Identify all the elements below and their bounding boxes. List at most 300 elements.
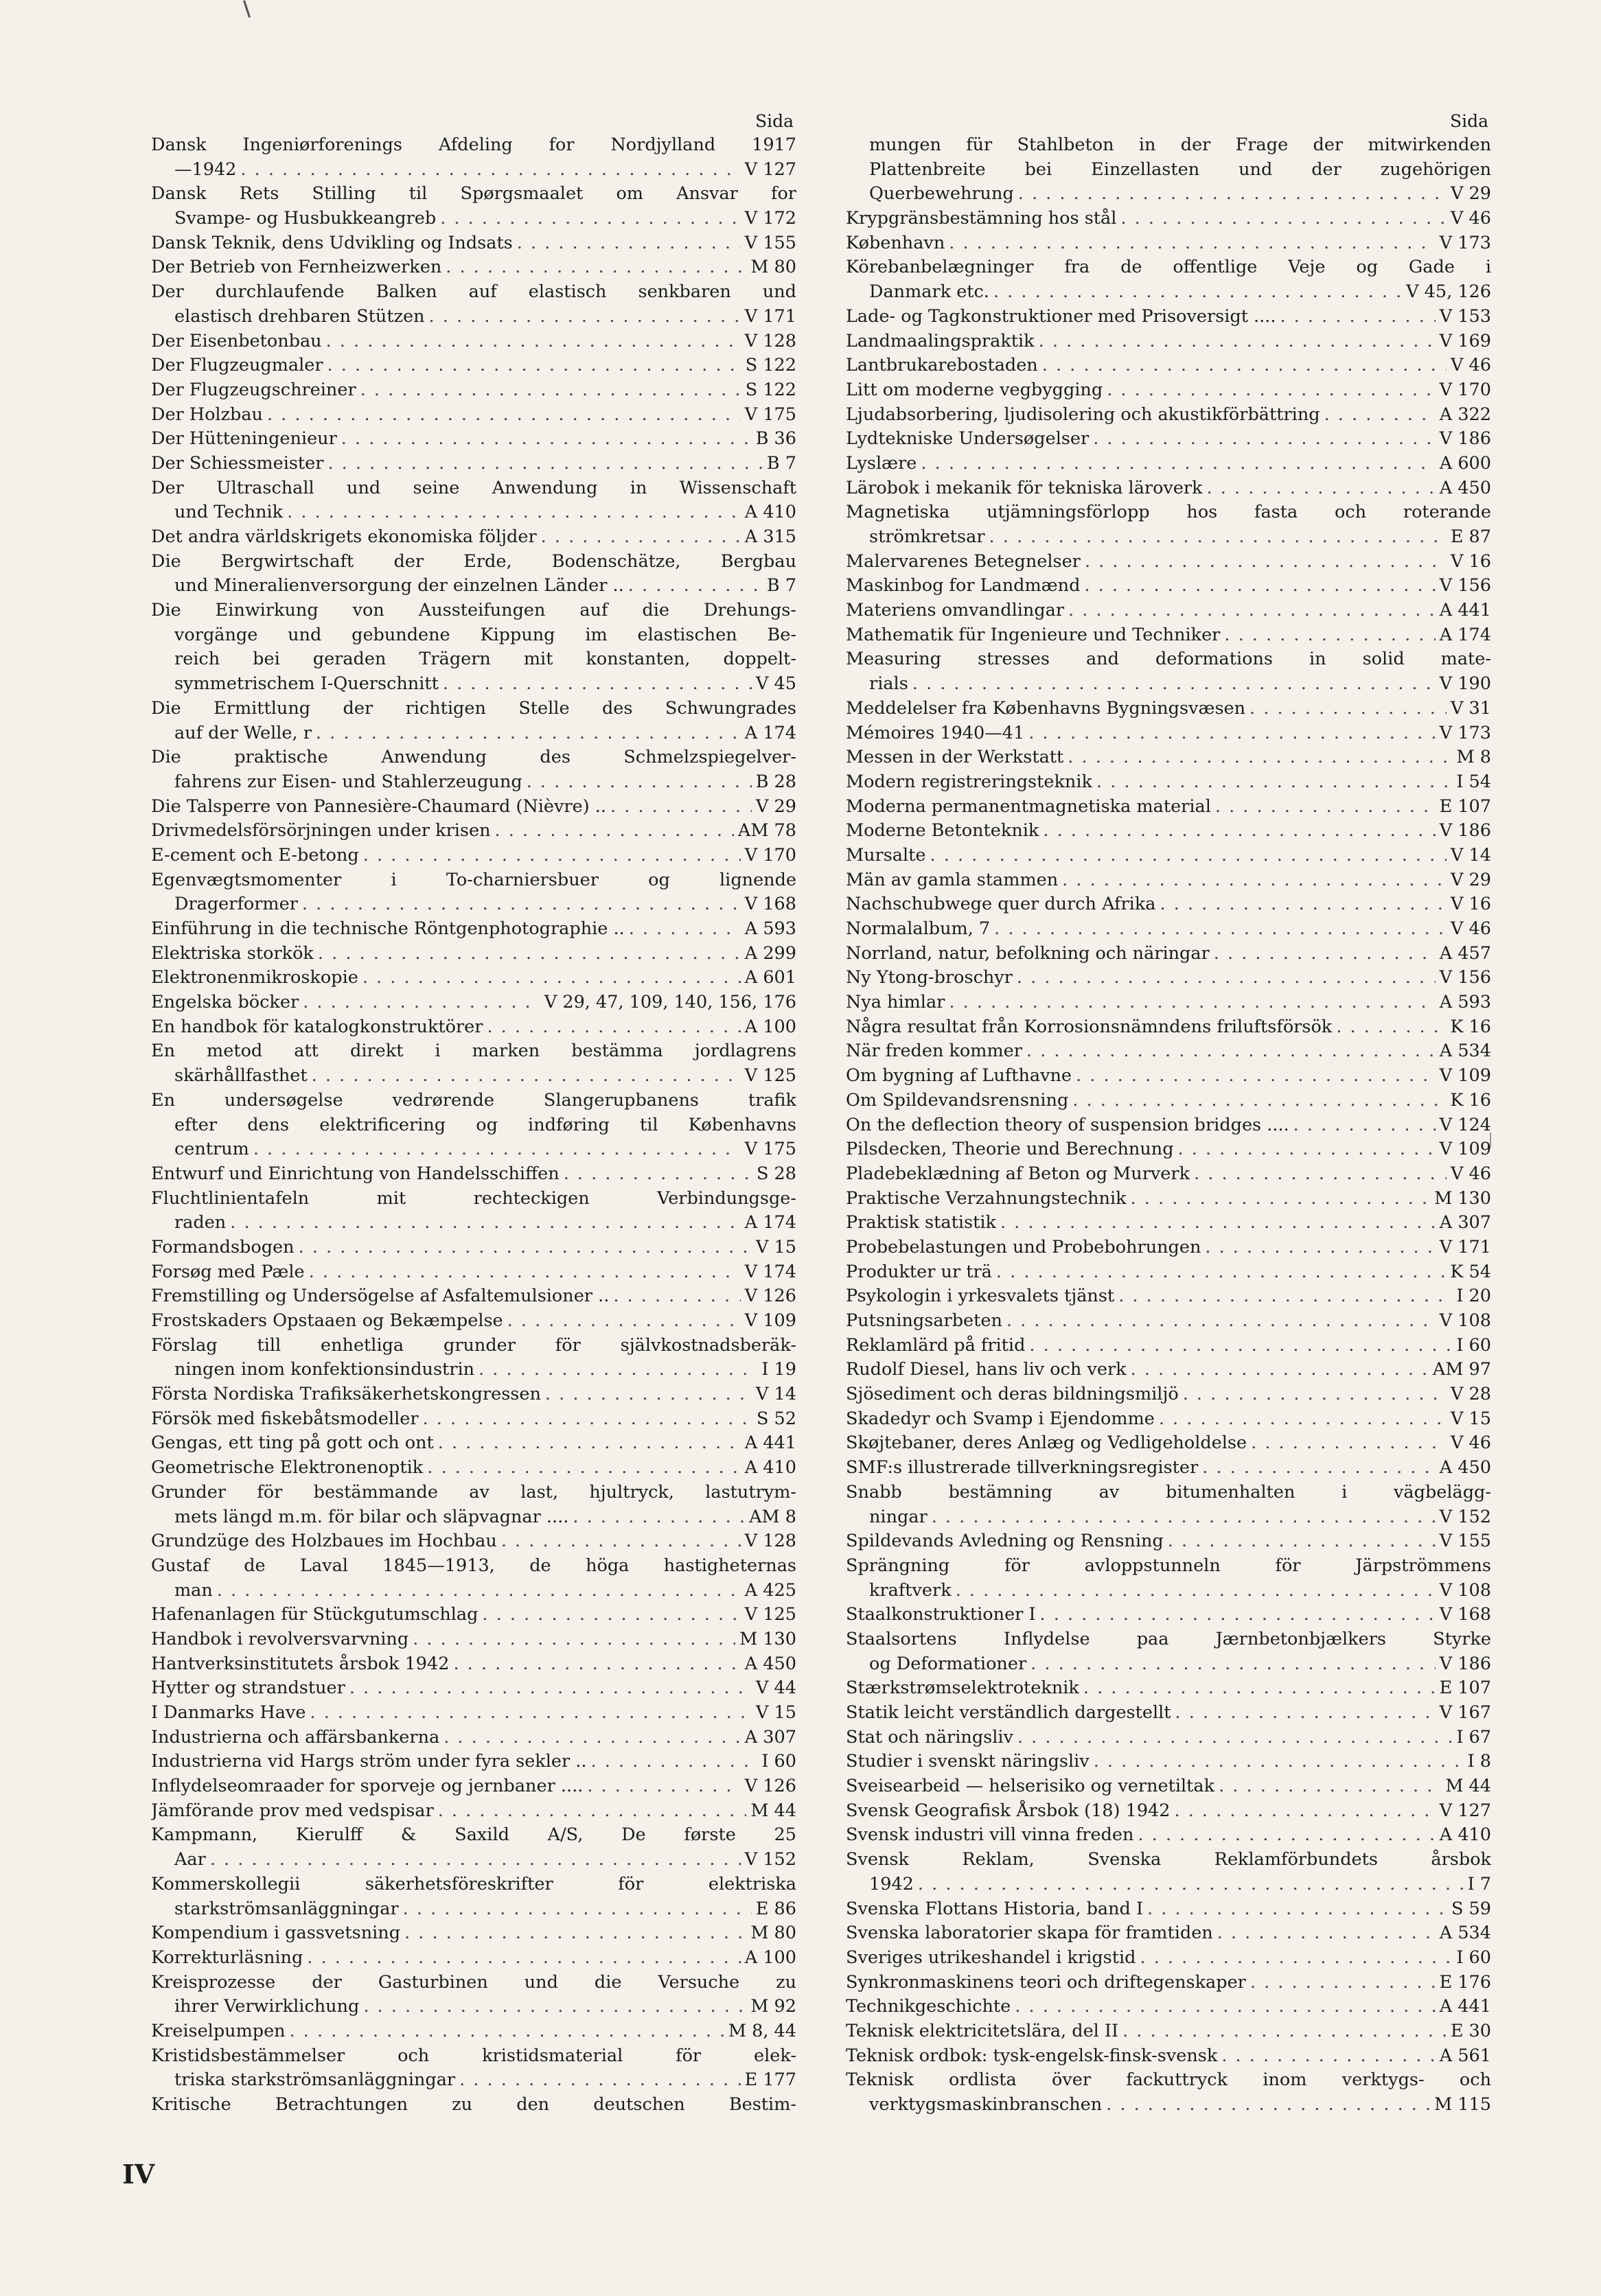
page-reference: M 130: [739, 1628, 796, 1649]
page-reference: V 174: [744, 1261, 796, 1282]
entry-last-line: [846, 819, 1491, 844]
index-entry: [846, 892, 1491, 917]
index-entry: [151, 1872, 796, 1921]
page-reference: V 28: [1451, 1384, 1491, 1405]
index-entry: [151, 1774, 796, 1799]
entry-title: Engelska böcker: [151, 992, 299, 1013]
index-entry: [151, 942, 796, 966]
entry-last-line: [846, 1676, 1491, 1701]
leader-dots: [930, 844, 1447, 868]
page-reference: V 155: [1439, 1531, 1491, 1552]
index-entry: [846, 1799, 1491, 1824]
page-reference: A 174: [744, 1212, 796, 1233]
index-entry: [846, 1064, 1491, 1089]
leader-dots: [918, 1872, 1464, 1897]
index-entry: [151, 329, 796, 354]
entry-title: Sveisearbeid — helserisiko og vernetiltak: [846, 1776, 1215, 1797]
page-reference: A 450: [1439, 1457, 1491, 1479]
entry-last-line: [846, 1431, 1491, 1456]
index-entry: [151, 1750, 796, 1774]
index-entry: [151, 2019, 796, 2044]
page-reference: V 109: [744, 1310, 796, 1331]
leader-dots: [299, 1236, 752, 1260]
index-entry: [846, 1529, 1491, 1554]
entry-last-line: [151, 721, 796, 746]
entry-title-line: reich bei geraden Trägern mit konstanten, doppelt-: [174, 649, 796, 670]
page-reference: S 122: [745, 379, 796, 400]
entry-title-line: Measuring stresses and deformations in solid mate-: [846, 649, 1491, 670]
index-entry: [151, 599, 796, 697]
page-reference: I 54: [1456, 771, 1491, 792]
index-entry: [151, 1309, 796, 1334]
entry-title: Pilsdecken, Theorie und Berechnung: [846, 1139, 1174, 1160]
entry-title: verktygsmaskinbranschen: [869, 2094, 1103, 2115]
page-reference: A 174: [744, 722, 796, 743]
leader-dots: [1076, 1064, 1436, 1089]
leader-dots: [316, 721, 741, 746]
leader-dots: [438, 1431, 741, 1456]
leader-dots: [1217, 1921, 1436, 1946]
entry-title: Stat och näringsliv: [846, 1726, 1013, 1748]
index-entry: [151, 1946, 796, 1971]
leader-dots: [1280, 305, 1435, 329]
entry-title: symmetrischem I-Querschnitt: [174, 673, 439, 695]
index-entry: [151, 1260, 796, 1285]
entry-title: Lärobok i mekanik för tekniska läroverk: [846, 477, 1203, 498]
leader-dots: [312, 1064, 741, 1089]
index-entry: [151, 1726, 796, 1750]
leader-dots: [613, 1284, 740, 1309]
page-reference: I 60: [1456, 1947, 1491, 1968]
entry-last-line: [846, 966, 1491, 990]
leader-dots: [310, 1701, 752, 1726]
index-entry: [151, 917, 796, 942]
index-entry: [151, 1456, 796, 1481]
index-entry: [846, 207, 1491, 231]
entry-title: Drivmedelsförsörjningen under krisen: [151, 820, 491, 842]
page-reference: K 16: [1450, 1089, 1491, 1111]
leader-dots: [1175, 1799, 1436, 1824]
index-entry: [846, 1701, 1491, 1726]
entry-title: raden: [174, 1212, 227, 1233]
leader-dots: [341, 427, 752, 452]
page-reference: A 299: [744, 942, 796, 964]
entry-last-line: [151, 966, 796, 990]
page-reference: B 7: [766, 452, 796, 474]
entry-title-line: Magnetiska utjämningsförlopp hos fasta och roterande: [846, 502, 1491, 523]
leader-dots: [459, 2068, 740, 2093]
index-entry: [151, 990, 796, 1015]
leader-dots: [1093, 427, 1436, 452]
index-entry: [151, 1407, 796, 1432]
index-entry: [151, 1015, 796, 1040]
page-reference: A 441: [1439, 600, 1491, 621]
entry-title-line: En metod att direkt i marken bestämma jordlagrens: [151, 1041, 796, 1062]
entry-title: Der Hütteningenieur: [151, 428, 337, 450]
entry-last-line: [151, 1382, 796, 1407]
page-reference: V 15: [756, 1702, 796, 1723]
page-reference: S 28: [756, 1163, 796, 1184]
entry-title: Industrierna och affärsbankerna: [151, 1726, 440, 1748]
page-reference: V 124: [1439, 1114, 1491, 1135]
entry-title: Materiens omvandlingar: [846, 600, 1065, 621]
entry-last-line: [151, 427, 796, 452]
page-reference: V 171: [744, 305, 796, 327]
entry-title: Staalkonstruktioner I: [846, 1604, 1036, 1625]
entry-last-line: [846, 721, 1491, 746]
entry-last-line: [846, 1701, 1491, 1726]
page-reference: E 30: [1450, 2020, 1491, 2041]
leader-dots: [1159, 1407, 1447, 1432]
leader-dots: [443, 672, 752, 697]
page-reference: I 60: [761, 1751, 796, 1772]
page-reference: I 8: [1467, 1751, 1491, 1772]
index-entry: [846, 1971, 1491, 1995]
leader-dots: [487, 1015, 740, 1040]
page-reference: I 67: [1456, 1726, 1491, 1748]
page-reference: V 29, 47, 109, 140, 156, 176: [544, 992, 796, 1013]
entry-title-line: Dansk Ingeniørforenings Afdeling for Nordjylland 1917: [151, 135, 796, 155]
page-reference: V 109: [1439, 1065, 1491, 1087]
entry-title: Svampe- og Husbukkeangreb: [174, 208, 437, 229]
entry-last-line: [151, 917, 796, 942]
entry-title-line: Die Bergwirtschaft der Erde, Bodenschätze, Bergbau: [151, 550, 796, 572]
page-reference: A 601: [744, 967, 796, 988]
leader-dots: [993, 280, 1402, 305]
entry-last-line: [151, 207, 796, 231]
entry-last-line: [151, 1284, 796, 1309]
entry-title-line: Svensk Reklam, Svenska Reklamförbundets årsbok: [846, 1849, 1491, 1870]
entry-last-line: [151, 1897, 796, 1922]
leader-dots: [1106, 2093, 1430, 2118]
entry-last-line: [151, 1579, 796, 1603]
entry-last-line: [151, 1946, 796, 1971]
index-entry: [846, 647, 1491, 696]
index-entry: [846, 1603, 1491, 1627]
leader-dots: [326, 329, 741, 354]
index-entry: [151, 1529, 796, 1554]
leader-dots: [1072, 1089, 1446, 1113]
page-reference: V 190: [1439, 673, 1491, 695]
entry-title: När freden kommer: [846, 1041, 1022, 1062]
page-reference: A 410: [744, 1457, 796, 1479]
leader-dots: [1178, 1137, 1436, 1162]
page-reference: V 14: [1451, 844, 1491, 866]
entry-title: Hafenanlagen für Stückgutumschlag: [151, 1604, 479, 1625]
entry-title: Svensk Geografisk Årsbok (18) 1942: [846, 1800, 1171, 1821]
leader-dots: [587, 1774, 741, 1799]
entry-title: Jämförande prov med vedspisar: [151, 1800, 434, 1821]
leader-dots: [363, 1995, 746, 2019]
entry-title: Teknisk elektricitetslära, del II: [846, 2020, 1119, 2041]
entry-title: skärhållfasthet: [174, 1065, 308, 1087]
entry-last-line: [151, 672, 796, 697]
entry-title: Forsøg med Pæle: [151, 1261, 305, 1282]
page-reference: V 175: [744, 404, 796, 425]
entry-last-line: [846, 1971, 1491, 1995]
index-entry: [151, 868, 796, 917]
leader-dots: [1068, 745, 1452, 770]
leader-dots: [423, 1407, 752, 1432]
entry-title: Hytter og strandstuer: [151, 1678, 345, 1699]
index-entry: [846, 1334, 1491, 1358]
leader-dots: [267, 403, 741, 428]
index-entry: [151, 1823, 796, 1872]
page-reference: V 172: [744, 208, 796, 229]
index-entry: [846, 305, 1491, 329]
entry-title: Män av gamla stammen: [846, 869, 1059, 890]
page-reference: V 108: [1439, 1310, 1491, 1331]
entry-last-line: [846, 1774, 1491, 1799]
entry-last-line: [151, 1676, 796, 1701]
page-reference: S 59: [1451, 1898, 1491, 1919]
index-entry: [846, 1554, 1491, 1603]
leader-dots: [349, 1676, 752, 1701]
entry-last-line: [846, 231, 1491, 256]
index-entry: [846, 1946, 1491, 1971]
index-entry: [151, 1603, 796, 1627]
leader-dots: [1107, 378, 1436, 403]
page-reference: I 19: [761, 1359, 796, 1380]
index-entry: [846, 1382, 1491, 1407]
index-entry: [846, 942, 1491, 966]
entry-title: auf der Welle, r: [174, 722, 312, 743]
index-entry: [846, 1113, 1491, 1138]
entry-last-line: [846, 574, 1491, 599]
entry-title: Der Betrieb von Fernheizwerken: [151, 257, 442, 278]
page-reference: S 52: [756, 1408, 796, 1429]
page-reference: V 46: [1451, 208, 1491, 229]
leader-dots: [1207, 476, 1436, 501]
page-reference: A 593: [744, 918, 796, 939]
leader-dots: [230, 1211, 741, 1236]
leader-dots: [1205, 1236, 1435, 1260]
entry-last-line: [151, 892, 796, 917]
leader-dots: [996, 1260, 1447, 1285]
page-reference: V 126: [744, 1286, 796, 1307]
entry-title: Praktische Verzahnungstechnik: [846, 1187, 1127, 1209]
entry-title: Industrierna vid Hargs ström under fyra sekler ..: [151, 1751, 587, 1772]
sida-header-right: Sida: [1449, 111, 1488, 131]
entry-last-line: [846, 1039, 1491, 1064]
page-reference: A 425: [744, 1579, 796, 1601]
index-entry: [151, 697, 796, 745]
page-reference: V 46: [1451, 1163, 1491, 1184]
leader-dots: [1214, 942, 1436, 966]
entry-last-line: [151, 1064, 796, 1089]
leader-dots: [949, 231, 1436, 256]
index-entry: [846, 1015, 1491, 1040]
entry-title: Om bygning af Lufthavne: [846, 1065, 1072, 1087]
index-entry: [151, 133, 796, 182]
index-entry: [151, 1921, 796, 1946]
entry-title: Skøjtebaner, deres Anlæg og Vedligeholdelse: [846, 1433, 1247, 1454]
index-entry: [151, 2093, 796, 2118]
index-entry: [846, 819, 1491, 844]
page-reference: V 168: [1439, 1604, 1491, 1625]
entry-last-line: [846, 525, 1491, 550]
leader-dots: [1118, 1284, 1452, 1309]
entry-title: und Technik: [174, 502, 284, 523]
leader-dots: [1219, 1774, 1441, 1799]
leader-dots: [403, 1897, 752, 1922]
entry-title: Försök med fiskebåtsmodeller: [151, 1408, 419, 1429]
page-reference: E 177: [744, 2069, 796, 2091]
entry-title: I Danmarks Have: [151, 1702, 306, 1723]
entry-title-line: Kreisprozesse der Gasturbinen und die Versuche zu: [151, 1971, 796, 1993]
entry-list-right: [846, 133, 1491, 2118]
entry-last-line: [151, 158, 796, 183]
entry-title-line: Dansk Rets Stilling til Spørgsmaalet om Ansvar for: [151, 183, 796, 205]
page-reference: A 441: [744, 1433, 796, 1454]
page-reference: S 122: [745, 355, 796, 376]
entry-title-line: Egenvægtsmomenter i To-charniersbuer og lignende: [151, 869, 796, 890]
index-entry: [846, 1260, 1491, 1285]
leader-dots: [1251, 1431, 1447, 1456]
entry-title: Några resultat från Korrosionsnämndens friluftsförsök: [846, 1016, 1333, 1037]
entry-title: Formandsbogen: [151, 1236, 295, 1257]
index-entry: [846, 795, 1491, 820]
entry-title: SMF:s illustrerade tillverkningsregister: [846, 1457, 1199, 1479]
entry-last-line: [846, 207, 1491, 231]
entry-last-line: [151, 525, 796, 550]
entry-title: Pladebeklædning af Beton og Murverk: [846, 1163, 1190, 1184]
entry-title: Svenska laboratorier skapa för framtiden: [846, 1923, 1213, 1944]
leader-dots: [1039, 329, 1436, 354]
entry-title: Elektriska storkök: [151, 942, 314, 964]
entry-last-line: [151, 255, 796, 280]
leader-dots: [921, 452, 1435, 476]
leader-dots: [413, 1627, 735, 1652]
leader-dots: [1122, 2019, 1447, 2044]
page-reference: I 20: [1456, 1286, 1491, 1307]
entry-last-line: [151, 1162, 796, 1187]
page-reference: A 307: [1439, 1212, 1491, 1233]
leader-dots: [309, 1260, 741, 1285]
entry-title: Fremstilling og Undersögelse af Asfaltemulsioner ..: [151, 1286, 610, 1307]
entry-last-line: [151, 1701, 796, 1726]
leader-dots: [949, 990, 1435, 1015]
leader-dots: [1215, 795, 1436, 820]
page-reference: V 15: [1451, 1408, 1491, 1429]
entry-last-line: [846, 1382, 1491, 1407]
leader-dots: [1168, 1529, 1436, 1554]
index-entry: [151, 1284, 796, 1309]
index-entry: [846, 1309, 1491, 1334]
page-reference: V 31: [1451, 697, 1491, 719]
leader-dots: [302, 892, 741, 917]
page-reference: A 315: [744, 526, 796, 547]
leader-dots: [1018, 182, 1447, 207]
page-reference: V 173: [1439, 722, 1491, 743]
index-entry: [846, 1627, 1491, 1676]
entry-last-line: [151, 1211, 796, 1236]
page-reference: M 8: [1456, 747, 1491, 768]
leader-dots: [482, 1603, 740, 1627]
page-reference: V 108: [1439, 1579, 1491, 1601]
page-reference: V 45, 126: [1406, 281, 1491, 303]
entry-last-line: [846, 1652, 1491, 1677]
entry-last-line: [846, 1529, 1491, 1554]
index-entry: [846, 623, 1491, 648]
entry-last-line: [846, 1309, 1491, 1334]
entry-title: Första Nordiska Trafiksäkerhetskongressen: [151, 1384, 541, 1405]
entry-title: Spildevands Avledning og Rensning: [846, 1531, 1164, 1552]
entry-last-line: [151, 231, 796, 256]
index-entry: [846, 1676, 1491, 1701]
entry-title: kraftverk: [869, 1579, 952, 1601]
leader-dots: [1006, 1309, 1436, 1334]
index-entry: [846, 721, 1491, 746]
index-entry: [846, 1162, 1491, 1187]
entry-title: und Mineralienversorgung der einzelnen Länder ..: [174, 575, 624, 596]
page-reference: V 152: [1439, 1506, 1491, 1527]
page-reference: M 92: [750, 1996, 796, 2017]
leader-dots: [545, 1382, 752, 1407]
leader-dots: [1062, 868, 1447, 893]
entry-last-line: [151, 1774, 796, 1799]
entry-title: Ny Ytong-broschyr: [846, 967, 1013, 988]
page-reference: A 307: [744, 1726, 796, 1748]
index-entry: [151, 844, 796, 868]
entry-title: Nachschubwege quer durch Afrika: [846, 894, 1156, 915]
entry-last-line: [846, 1211, 1491, 1236]
index-entry: [151, 1334, 796, 1382]
entry-last-line: [151, 844, 796, 868]
page-reference: V 186: [1439, 1653, 1491, 1674]
leader-dots: [1085, 550, 1447, 575]
page-reference: A 450: [1439, 477, 1491, 498]
page-reference: V 155: [744, 232, 796, 253]
page-reference: V 14: [756, 1384, 796, 1405]
entry-title: Querbewehrung: [869, 183, 1014, 205]
page-reference: A 534: [1439, 1041, 1491, 1062]
index-entry: [151, 1971, 796, 2019]
entry-title-line: Kampmann, Kierulff & Saxild A/S, De første 25: [151, 1824, 796, 1846]
entry-title: København: [846, 232, 945, 253]
entry-last-line: [846, 1603, 1491, 1627]
entry-last-line: [846, 1726, 1491, 1750]
entry-last-line: [151, 1431, 796, 1456]
leader-dots: [1324, 403, 1436, 428]
entry-last-line: [846, 623, 1491, 648]
entry-title-line: efter dens elektrificering og indføring til Københavns: [174, 1114, 796, 1135]
entry-last-line: [846, 917, 1491, 942]
entry-last-line: [846, 844, 1491, 868]
page-reference: A 100: [744, 1016, 796, 1037]
index-entry: [846, 770, 1491, 795]
index-entry: [846, 1750, 1491, 1774]
leader-dots: [1094, 1750, 1464, 1774]
entry-title: Ljudabsorbering, ljudisolering och akustikförbättring: [846, 404, 1320, 425]
entry-last-line: [846, 2019, 1491, 2044]
page-reference: V 44: [756, 1678, 796, 1699]
entry-title-line: Grunder för bestämmande av last, hjultryck, lastutrym-: [151, 1481, 796, 1503]
index-entry: [846, 133, 1491, 207]
entry-title: centrum: [174, 1139, 249, 1160]
entry-title: starkströmsanläggningar: [174, 1898, 399, 1919]
entry-last-line: [151, 500, 796, 525]
leader-dots: [240, 158, 740, 183]
entry-title: Maskinbog for Landmænd: [846, 575, 1081, 596]
entry-last-line: [846, 1995, 1491, 2019]
leader-dots: [1175, 1701, 1436, 1726]
leader-dots: [1096, 770, 1452, 795]
entry-title: Det andra världskrigets ekonomiska följder: [151, 526, 537, 547]
entry-title: Studier i svenskt näringsliv: [846, 1751, 1090, 1772]
entry-title: fahrens zur Eisen- und Stahlerzeugung: [174, 771, 522, 792]
entry-last-line: [151, 1799, 796, 1824]
